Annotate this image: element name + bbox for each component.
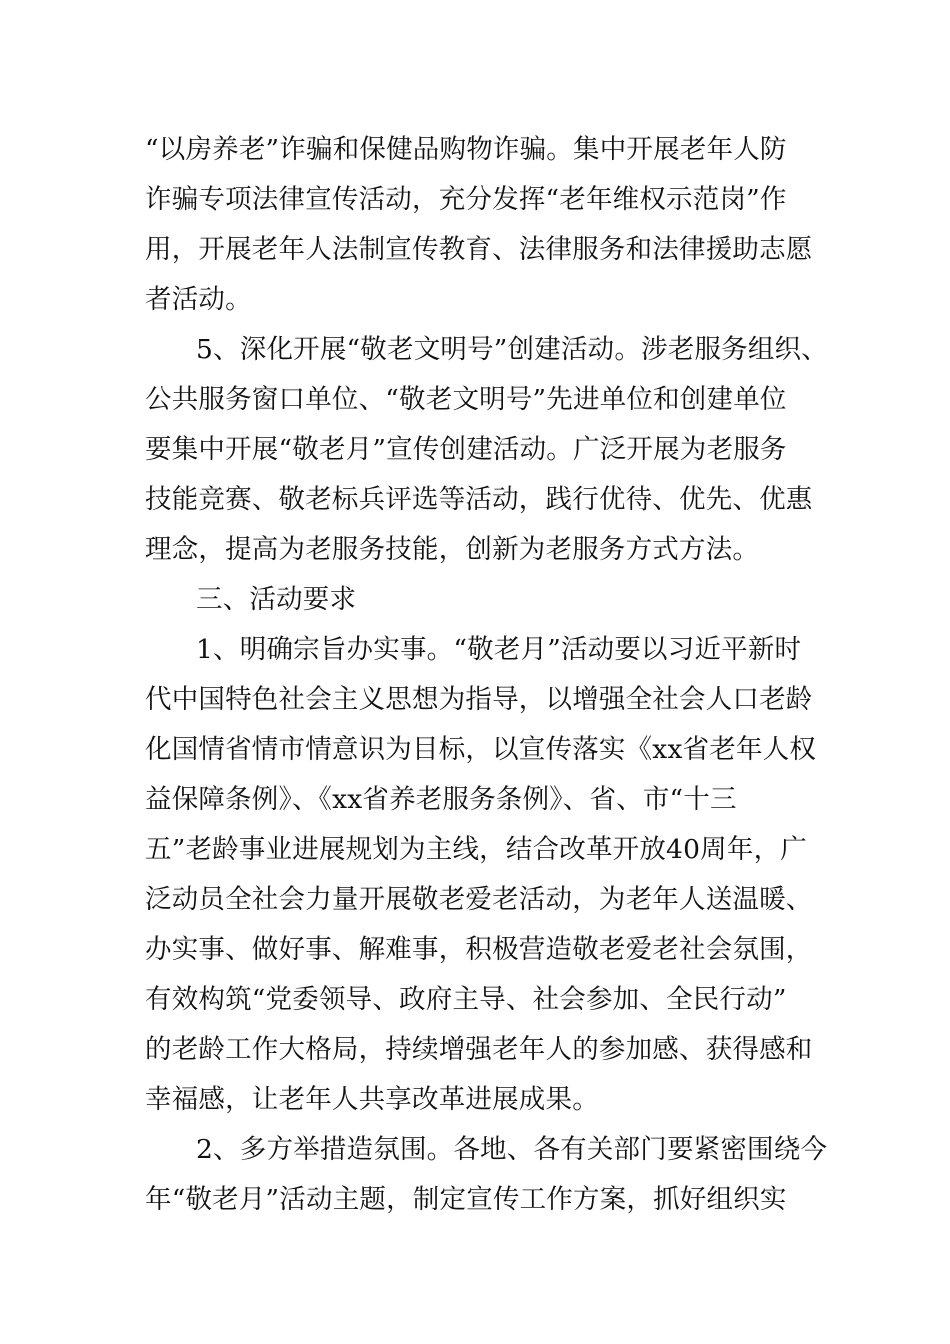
text-line: 理念，提高为老服务技能，创新为老服务方式方法。	[145, 534, 760, 565]
text-line: 有效构筑“党委领导、政府主导、社会参加、全民行动”	[145, 984, 787, 1015]
paragraph-first-line: 1、明确宗旨办实事。“敬老月”活动要以习近平新时	[196, 634, 802, 665]
text-line: 的老龄工作大格局，持续增强老年人的参加感、获得感和	[145, 1034, 813, 1065]
paragraph-first-line: 2、多方举措造氛围。各地、各有关部门要紧密围绕今	[196, 1134, 828, 1165]
text-line: 泛动员全社会力量开展敬老爱老活动，为老年人送温暖、	[145, 884, 813, 915]
text-line: 要集中开展“敬老月”宣传创建活动。广泛开展为老服务	[145, 434, 787, 465]
text-line: 年“敬老月”活动主题，制定宣传工作方案，抓好组织实	[145, 1184, 787, 1215]
text-line: 公共服务窗口单位、“敬老文明号”先进单位和创建单位	[145, 384, 787, 415]
text-line: 者活动。	[145, 284, 252, 315]
section-heading: 三、活动要求	[196, 584, 357, 615]
text-line: 幸福感，让老年人共享改革进展成果。	[145, 1084, 599, 1115]
text-line: 代中国特色社会主义思想为指导，以增强全社会人口老龄	[145, 684, 813, 715]
paragraph-first-line: 5、深化开展“敬老文明号”创建活动。涉老服务组织、	[196, 334, 828, 365]
text-line: 技能竞赛、敬老标兵评选等活动，践行优待、优先、优惠	[145, 484, 813, 515]
text-line: 五”老龄事业进展规划为主线，结合改革开放40周年，广	[145, 834, 807, 865]
text-line: 用，开展老年人法制宣传教育、法律服务和法律援助志愿	[145, 234, 813, 265]
text-line: 办实事、做好事、解难事，积极营造敬老爱老社会氛围，	[145, 934, 813, 965]
text-line: “以房养老”诈骗和保健品购物诈骗。集中开展老年人防	[145, 134, 787, 165]
text-line: 化国情省情市情意识为目标，以宣传落实《xx省老年人权	[145, 734, 817, 765]
text-line: 诈骗专项法律宣传活动，充分发挥“老年维权示范岗”作	[145, 184, 787, 215]
text-line: 益保障条例》、《xx省养老服务条例》、省、市“十三	[145, 784, 737, 815]
